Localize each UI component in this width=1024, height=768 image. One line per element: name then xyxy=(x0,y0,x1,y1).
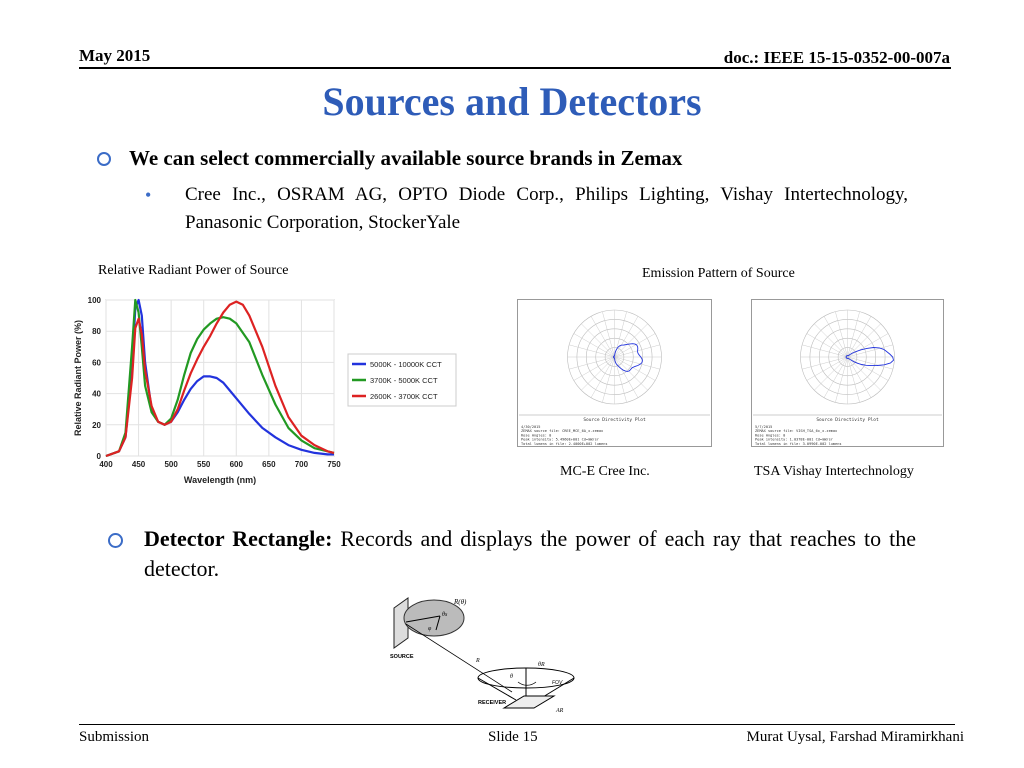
bullet-dot-icon: • xyxy=(145,185,152,205)
x-tick-label: 450 xyxy=(131,460,146,469)
slide-title: Sources and Detectors xyxy=(322,79,702,124)
polar-info-line: ZEMAX source file: VISH_TSA_6x_x.zemax xyxy=(755,429,838,434)
label-theta-r: θR xyxy=(538,662,545,668)
source-receiver-diagram xyxy=(386,596,586,720)
caption-emission-pattern: Emission Pattern of Source xyxy=(642,266,795,281)
polar-info-line: Rose Angles: 0 xyxy=(521,433,552,438)
polar-info-line: 5/7/2015 xyxy=(755,425,773,429)
y-tick-label: 40 xyxy=(92,389,101,399)
x-tick-label: 500 xyxy=(164,460,178,469)
bullet-text: We can select commercially available source brands in Zemax xyxy=(129,146,683,170)
bullet-circle-icon xyxy=(108,533,123,548)
polar-info-line: Peak intensity: 1.0378E-001 Cd=mW/sr xyxy=(755,437,833,442)
caption-cree: MC-E Cree Inc. xyxy=(560,464,650,479)
x-tick-label: 750 xyxy=(327,460,341,469)
x-tick-label: 550 xyxy=(197,460,211,469)
bullet-body: Records and displays the power of each ray that reaches to the detector. xyxy=(144,526,916,581)
polar-title: Source Directivity Plot xyxy=(583,418,646,423)
y-tick-label: 20 xyxy=(92,420,101,430)
label-r-theta: R(θ) xyxy=(454,598,467,606)
x-tick-label: 600 xyxy=(229,460,243,469)
label-fov: FOV xyxy=(552,680,563,686)
sub-bullet-text: Cree Inc., OSRAM AG, OPTO Diode Corp., Philips Lighting, Vishay Intertechnology, Panasonic Corporation, StockerYale xyxy=(185,184,908,233)
bullet-bold-label: Detector Rectangle: xyxy=(144,526,333,551)
spectrum-chart xyxy=(72,290,464,490)
legend-label: 3700K - 5000K CCT xyxy=(370,376,438,385)
x-axis-label: Wavelength (nm) xyxy=(183,475,257,485)
footer-divider xyxy=(79,724,955,725)
label-theta-s: θs xyxy=(442,612,448,618)
x-tick-label: 400 xyxy=(99,460,113,469)
bullet-source-brands xyxy=(97,146,917,171)
y-tick-label: 100 xyxy=(87,296,101,305)
y-tick-label: 60 xyxy=(92,358,101,368)
header-divider xyxy=(79,67,951,69)
header-doc-id: doc.: IEEE 15-15-0352-00-007a xyxy=(723,48,950,67)
polar-plot-cree xyxy=(517,299,712,447)
bullet-detector-rectangle xyxy=(108,524,916,584)
y-tick-label: 0 xyxy=(96,452,101,461)
distance-line xyxy=(406,624,512,692)
polar-info-line: Total lumens in file: 3.0990E-002 lumens xyxy=(755,441,842,446)
label-source: SOURCE xyxy=(390,654,414,660)
fov-arc xyxy=(518,682,536,685)
bullet-text xyxy=(144,524,916,584)
y-axis-label: Relative Radiant Power (%) xyxy=(73,319,83,437)
polar-title: Source Directivity Plot xyxy=(816,418,879,423)
label-receiver: RECEIVER xyxy=(478,700,507,706)
header-date: May 2015 xyxy=(79,46,151,65)
legend-label: 5000K - 10000K CCT xyxy=(370,360,442,369)
polar-info-line: Peak intensity: 5.4960E+001 Cd=mW/sr xyxy=(521,437,599,442)
label-phi: φ xyxy=(428,626,432,632)
caption-radiant-power: Relative Radiant Power of Source xyxy=(98,263,289,278)
polar-info-line: Rose Angles: 0 xyxy=(755,433,786,438)
label-r: R xyxy=(476,658,480,664)
bullet-circle-icon xyxy=(97,152,111,166)
polar-plot-vishay xyxy=(751,299,944,447)
footer-slide-number: Slide 15 xyxy=(488,729,538,745)
caption-vishay: TSA Vishay Intertechnology xyxy=(754,464,914,479)
footer-authors: Murat Uysal, Farshad Miramirkhani xyxy=(746,729,964,745)
x-tick-label: 700 xyxy=(294,460,309,469)
sub-bullet-brand-list xyxy=(145,181,908,237)
label-ar: AR xyxy=(556,708,564,714)
polar-info-line: ZEMAX source file: CREE_MCE_6A_x.zemax xyxy=(521,429,604,434)
footer-submission: Submission xyxy=(79,729,150,745)
polar-info-line: Total lumens in file: 2.4000E+002 lumens xyxy=(521,441,608,446)
legend-label: 2600K - 3700K CCT xyxy=(370,392,438,401)
x-tick-label: 650 xyxy=(262,460,276,469)
polar-info-line: 4/30/2015 xyxy=(521,425,541,429)
label-theta: θ xyxy=(510,674,513,680)
y-tick-label: 80 xyxy=(92,327,101,337)
fov-cone-left xyxy=(478,678,516,700)
